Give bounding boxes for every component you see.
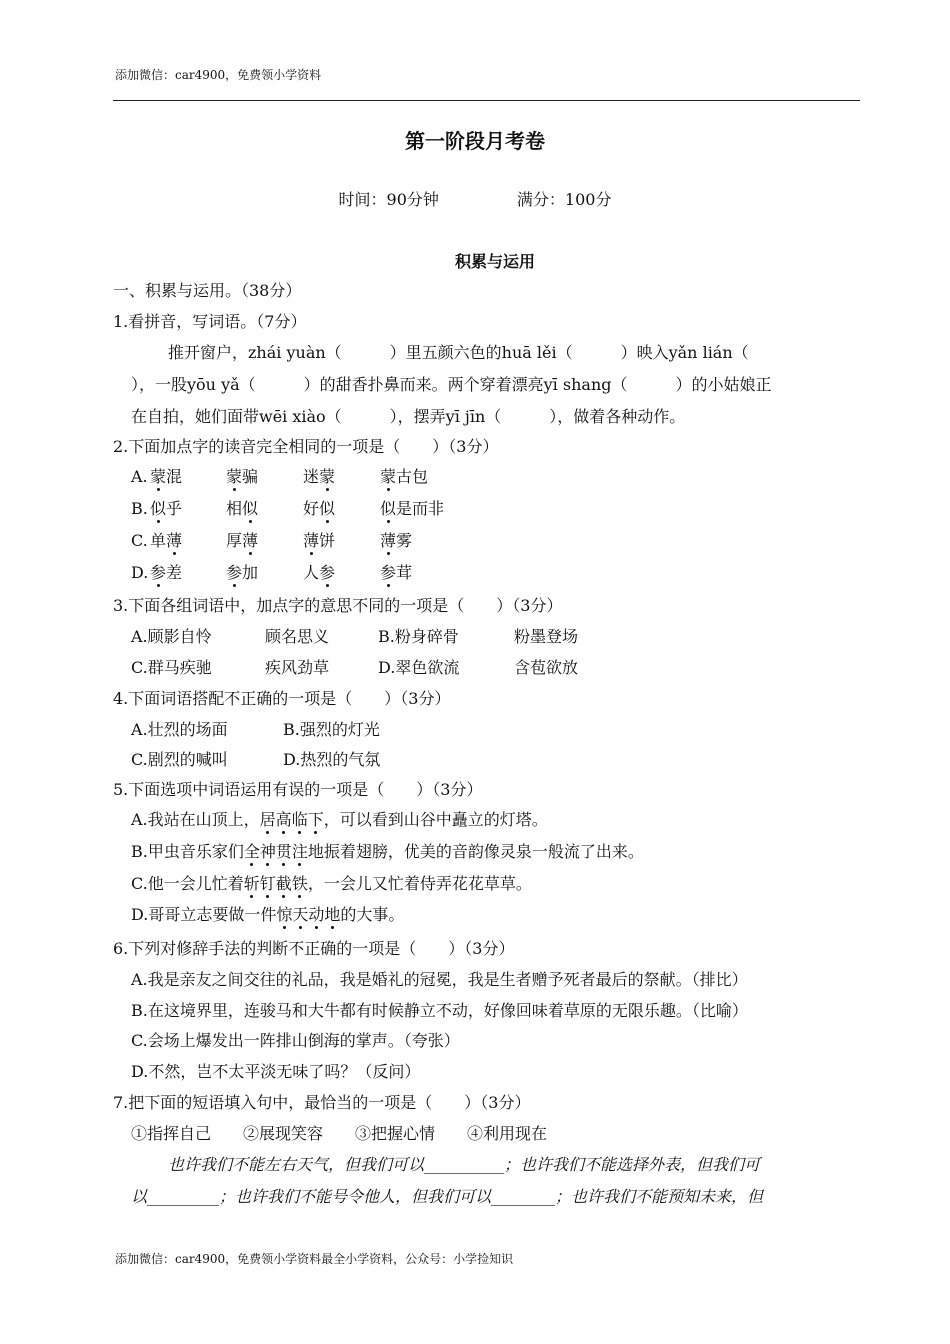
exam-meta [0, 187, 950, 210]
q2-option-word [303, 531, 335, 551]
word-text: 茸 [396, 563, 413, 582]
dotted-char: 地 [324, 905, 341, 924]
header-divider [113, 100, 860, 101]
dotted-char: 参 [319, 563, 336, 582]
q6-option: D.不然，岂不太平淡无味了吗？（反问） [131, 1062, 421, 1081]
dotted-char: 临 [291, 810, 308, 829]
q2-option-word [303, 499, 335, 519]
dotted-char: 全 [243, 842, 260, 861]
dotted-char: 蒙 [380, 467, 397, 486]
q2-option-letter: A. [131, 467, 148, 486]
q2-option-word [303, 563, 335, 583]
word-text: 混 [166, 467, 183, 486]
q3-option: 粉墨登场 [514, 627, 579, 646]
q7-stem: 7.把下面的短语填入句中，最恰当的一项是（ ）（3分） [113, 1093, 531, 1112]
q1-stem: 1.看拼音，写词语。（7分） [113, 312, 307, 331]
dotted-char: 斩 [243, 874, 260, 893]
q2-stem: 2.下面加点字的读音完全相同的一项是（ ）（3分） [113, 437, 499, 456]
header-note: 添加微信：car4900，免费领小学资料 [115, 68, 322, 82]
dotted-char: 似 [150, 499, 167, 518]
dotted-char: 似 [380, 499, 397, 518]
q3-option: 疾风劲草 [265, 658, 330, 677]
dotted-char: 天 [292, 905, 309, 924]
word-text: 迷 [303, 467, 320, 486]
dotted-char: 下 [307, 810, 324, 829]
q2-option-word [226, 467, 258, 487]
dotted-char: 贯 [275, 842, 292, 861]
q2-option-word [150, 563, 182, 583]
dotted-char: 薄 [303, 531, 320, 550]
q2-option-word [150, 467, 182, 487]
q2-option-word [150, 499, 182, 519]
q4-option: A.壮烈的场面 [131, 720, 228, 739]
dotted-char: 蒙 [226, 467, 243, 486]
dotted-char: 钉 [259, 874, 276, 893]
q5-option-a [131, 810, 548, 830]
q3-option: A.顾影自怜 [131, 627, 212, 646]
q5-option-c [131, 874, 532, 894]
q5-text: A.我站在山顶上， [131, 810, 260, 829]
dotted-char: 高 [275, 810, 292, 829]
q3-stem: 3.下面各组词语中，加点字的意思不同的一项是（ ）（3分） [113, 596, 563, 615]
q5-dotted-word [260, 810, 324, 829]
q5-stem: 5.下面选项中词语运用有误的一项是（ ）（3分） [113, 780, 483, 799]
q3-option: 顾名思义 [265, 627, 330, 646]
q5-dotted-word [276, 905, 340, 924]
q2-option-letter: B. [131, 499, 148, 518]
q2-option-letter: C. [131, 531, 148, 550]
q1-passage-line: ），一股yōu yǎ（ ）的甜香扑鼻而来。两个穿着漂亮yī shang（ ）的小姑娘正 [131, 375, 772, 394]
q3-option: B.粉身碎骨 [378, 627, 459, 646]
dotted-char: 注 [291, 842, 308, 861]
word-text: 人 [303, 563, 320, 582]
dotted-char: 动 [308, 905, 325, 924]
q4-option: B.强烈的灯光 [283, 720, 380, 739]
dotted-char: 铁 [291, 874, 308, 893]
time-label: 时间：90分钟 [338, 190, 439, 209]
q2-option-word [226, 499, 258, 519]
q7-passage-line: 也许我们不能左右天气，但我们可以__________；也许我们不能选择外表，但我们可 [168, 1155, 761, 1174]
word-text: 骗 [242, 467, 259, 486]
word-text: 相 [226, 499, 243, 518]
word-text: 古包 [396, 467, 429, 486]
q2-option-word [380, 563, 412, 583]
q7-passage-line: 以_________；也许我们不能号令他人，但我们可以________；也许我们不能预知未来，但 [131, 1187, 764, 1206]
q3-option: C.群马疾驰 [131, 658, 212, 677]
word-text: 好 [303, 499, 320, 518]
q5-text: 的大事。 [340, 905, 405, 924]
q4-option: C.剧烈的喊叫 [131, 750, 228, 769]
dotted-char: 参 [380, 563, 397, 582]
dotted-char: 薄 [166, 531, 183, 550]
page-title: 第一阶段月考卷 [405, 129, 545, 153]
dotted-char: 截 [275, 874, 292, 893]
q2-option-word [380, 499, 444, 519]
dotted-char: 参 [226, 563, 243, 582]
word-text: 单 [150, 531, 167, 550]
q2-option-word [150, 531, 182, 551]
q2-option-word [303, 467, 335, 487]
section-title: 积累与运用 [454, 252, 535, 271]
q7-phrases: ①指挥自己 ②展现笑容 ③把握心情 ④利用现在 [131, 1124, 548, 1143]
word-text: 雾 [396, 531, 413, 550]
dotted-char: 似 [319, 499, 336, 518]
dotted-char: 居 [259, 810, 276, 829]
q5-dotted-word [244, 874, 308, 893]
word-text: 饼 [319, 531, 336, 550]
word-text: 差 [166, 563, 183, 582]
footer-note: 添加微信：car4900，免费领小学资料最全小学资料，公众号：小学捡知识 [115, 1252, 514, 1266]
q5-text: ，可以看到山谷中矗立的灯塔。 [323, 810, 548, 829]
q4-stem: 4.下面词语搭配不正确的一项是（ ）（3分） [113, 689, 451, 708]
q2-option-letter: D. [131, 563, 149, 582]
q5-option-b [131, 842, 644, 862]
dotted-char: 惊 [276, 905, 293, 924]
q2-option-word [226, 531, 258, 551]
q5-text: ，一会儿又忙着侍弄花花草草。 [307, 874, 532, 893]
q6-option: C.会场上爆发出一阵排山倒海的掌声。（夸张） [131, 1031, 460, 1050]
q3-option: 含苞欲放 [514, 658, 579, 677]
dotted-char: 神 [259, 842, 276, 861]
score-label: 满分：100分 [516, 190, 612, 209]
q5-dotted-word [244, 842, 308, 861]
q2-option-word [380, 467, 428, 487]
q6-option: B.在这境界里，连骏马和大牛都有时候静立不动，好像回味着草原的无限乐趣。（比喻） [131, 1001, 748, 1020]
q3-option: D.翠色欲流 [378, 658, 460, 677]
q5-text: B.甲虫音乐家们 [131, 842, 244, 861]
q5-option-d [131, 905, 404, 925]
dotted-char: 蒙 [150, 467, 167, 486]
dotted-char: 似 [242, 499, 259, 518]
word-text: 加 [242, 563, 259, 582]
dotted-char: 蒙 [319, 467, 336, 486]
q4-option: D.热烈的气氛 [283, 750, 381, 769]
q5-text: C.他一会儿忙着 [131, 874, 244, 893]
q2-option-word [226, 563, 258, 583]
dotted-char: 薄 [242, 531, 259, 550]
word-text: 厚 [226, 531, 243, 550]
q6-option: A.我是亲友之间交往的礼品，我是婚礼的冠冕，我是生者赠予死者最后的祭献。（排比） [131, 970, 748, 989]
q6-stem: 6.下列对修辞手法的判断不正确的一项是（ ）（3分） [113, 939, 515, 958]
q5-text: D.哥哥立志要做一件 [131, 905, 277, 924]
word-text: 是而非 [396, 499, 445, 518]
q1-passage-line: 推开窗户，zhái yuàn（ ）里五颜六色的huā lěi（ ）映入yǎn lián（ [168, 343, 749, 362]
part-heading: 一、积累与运用。（38分） [113, 281, 302, 300]
q1-passage-line: 在自拍，她们面带wēi xiào（ ），摆弄yī jīn（ ），做着各种动作。 [131, 407, 686, 426]
dotted-char: 参 [150, 563, 167, 582]
word-text: 乎 [166, 499, 183, 518]
q5-text: 地振着翅膀，优美的音韵像灵泉一般流了出来。 [307, 842, 644, 861]
dotted-char: 薄 [380, 531, 397, 550]
q2-option-word [380, 531, 412, 551]
